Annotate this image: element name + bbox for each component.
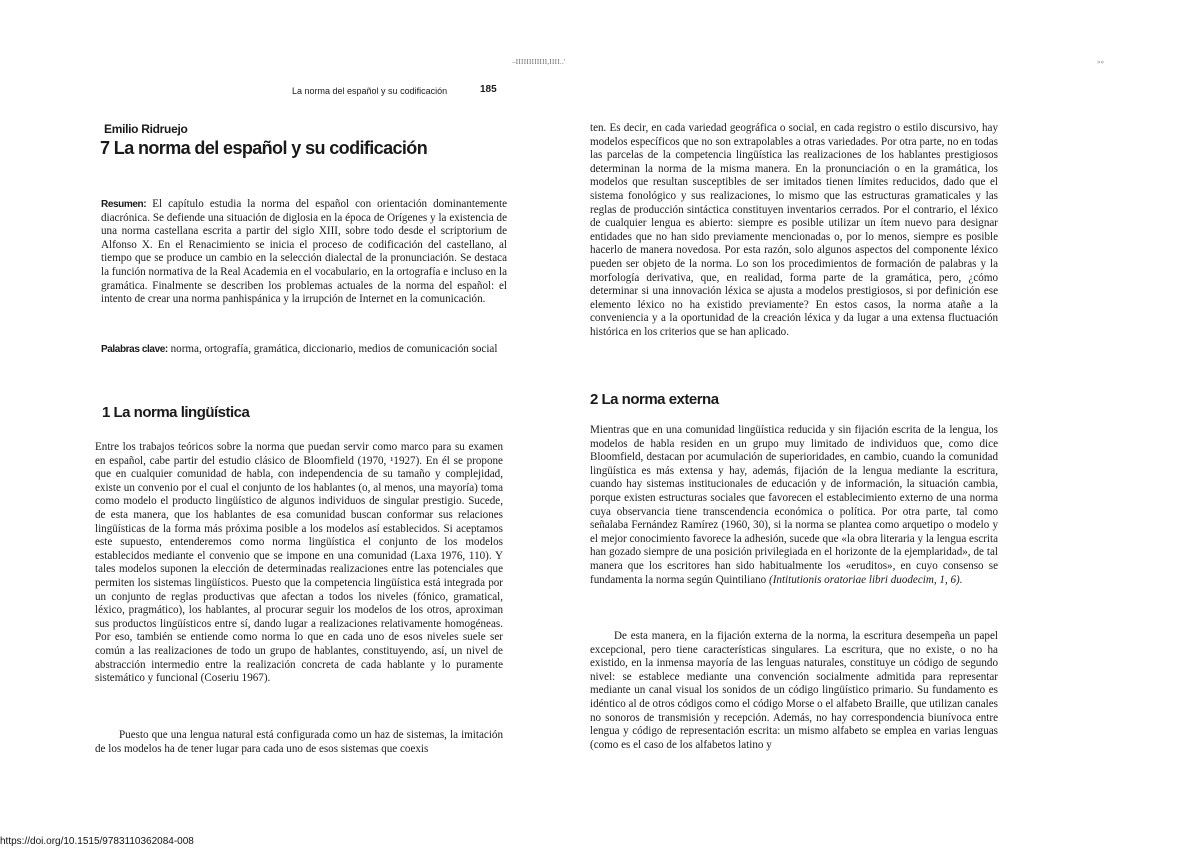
quintiliano-citation: (Intitutionis oratoriae libri duodecim, 1, 6).: [769, 573, 963, 586]
section-heading-norma-externa: 2 La norma externa: [590, 391, 719, 408]
paragraph-haz-de-sistemas: Puesto que una lengua natural está configurada como un haz de sistemas, la imitación de los modelos ha de tener lugar para cada uno de esos sistemas que coexis: [95, 729, 503, 755]
chapter-title: 7 La norma del español y su codificación: [100, 138, 428, 158]
scan-marks-top: –IIIIIIIIIIII,IIII..': [512, 58, 566, 66]
abstract: [101, 198, 507, 307]
abstract-label: Resumen:: [101, 199, 147, 210]
keywords-label: Palabras clave:: [101, 344, 168, 355]
paragraph-norma-externa: [590, 424, 998, 587]
keywords-text: norma, ortografía, gramática, diccionario, medios de comunicación social: [170, 343, 498, 355]
abstract-text: El capítulo estudia la norma del español con orientación dominantemente diacrónica. Se defiende una situación de diglosia en la época de Orígenes y la existencia de una norma castellana escrita a partir del siglo XIII, sobre todo desde el scriptorium de Alfonso X. En el Renacimiento se inicia el proceso de codificación del castellano, al tiempo que se produce un cambio en la selección dialectal de la pronunciación. Se destaca la función normativa de la Real Academia en el vocabulario, en la ortografía e incluso en la gramática. Finalmente se describen los problemas actuales de la norma del español: el intento de crear una norma panhispánica y la irrupción de Internet en la comunicación.: [101, 198, 508, 306]
section-heading-norma-linguistica: 1 La norma lingüística: [102, 404, 250, 421]
paragraph-norma-linguistica: Entre los trabajos teóricos sobre la norma que puedan servir como marco para su examen en español, cabe partir del estudio clásico de Bloomfield (1970, ¹1927). En él se propone que en cualquier comunidad de habla, con independencia de su tamaño y complejidad, existe un convenio por el cual el conjunto de los hablantes (o, al menos, una mayoría) toma como modelo el producto lingüístico de algunos individuos de singular prestigio. Sucede, de esta manera, que los hablantes de esa comunidad buscan conformar sus relaciones lingüísticas de la forma más próxima posible a los modelos así establecidos. Si aceptamos este supuesto, entenderemos como norma lingüística el conjunto de los modelos establecidos mediante el convenio que se impone en una comunidad (Laxa 1976, 110). Y tales modelos suponen la elección de determinadas realizaciones entre las potenciales que permiten los sistemas lingüísticos. Puesto que la competencia lingüística está integrada por un conjunto de reglas productivas que afectan a todos los niveles (fónico, gramatical, léxico, pragmático), los hablantes, al procurar seguir los modelos de los otros, aproximan sus productos lingüísticos entre sí, dando lugar a realizaciones relativamente homogéneas. Por eso, también se entiende como norma lo que en cada uno de esos niveles suele ser común a las realizaciones de todo un grupo de hablantes, constituyendo, así, un nivel de abstracción intermedio entre la realización concreta de cada hablante y lo puramente sistemático y funcional (Coseriu 1967).: [95, 441, 503, 685]
doi-link[interactable]: https://doi.org/10.1515/9783110362084-008: [0, 836, 194, 847]
chapter-author: Emilio Ridruejo: [104, 122, 188, 136]
paragraph-norma-externa-text: Mientras que en una comunidad lingüística reducida y sin fijación escrita de la lengua, los modelos de habla residen en un grupo muy limitado de individuos que, como dice Bloomfield, destacan por acumulación de superioridades, en cambio, cuando la comunidad lingüística es más extensa y hay, además, fijación de la lengua mediante la escritura, cuando hay sistemas institucionales de educación y de información, la situación cambia, porque existen estructuras sociales que favorecen el establecimiento externo de una norma cuya observancia tiene transcendencia económica o política. Por otra parte, tal como señalaba Fernández Ramírez (1960, 30), si la norma se plantea como arquetipo o modelo y el mejor conocimiento favorece la adhesión, sucede que «la obra literaria y la lengua escrita han gozado siempre de una posición privilegiada en el horizonte de la ejemplaridad», de tal manera que los escritores han sido habitualmente los «eruditos», en cuyo consenso se fundamenta la norma según Quintiliano: [590, 424, 998, 586]
scan-marks-corner: »»: [1097, 58, 1104, 66]
keywords: [101, 343, 507, 357]
doi-footer: [0, 836, 194, 847]
paragraph-continuation: ten. Es decir, en cada variedad geográfica o social, en cada registro o estilo discursivo, hay modelos específicos que no son extrapolables a otras variedades. Por otra parte, no en todas las parcelas de la competencia lingüística las realizaciones de los hablantes prestigiosos determinan la norma de la misma manera. En la pronunciación o en la gramática, los modelos que resultan susceptibles de ser imitados tienen límites reducidos, dado que el sistema fonológico y sus realizaciones, lo mismo que las estructuras gramaticales y las reglas de producción sintáctica constituyen inventarios cerrados. Por el contrario, el léxico de cualquier lengua es abierto: siempre es posible utilizar un ítem nuevo para designar entidades que no han sido previamente mencionadas o, por lo menos, siempre es posible hacerlo de manera novedosa. Por esta razón, solo algunos aspectos del componente léxico pueden ser objeto de la norma. Lo son los procedimientos de formación de palabras y la morfología derivativa, que, en realidad, forma parte de la gramática, pero, ¿cómo determinar si una innovación léxica se ajusta a modelos prestigiosos, si por definición ese elemento léxico no ha existido previamente? En estos casos, la norma atañe a la conveniencia y a la oportunidad de la creación léxica y da lugar a una extensa fluctuación histórica en los criterios que se han aplicado.: [590, 122, 998, 338]
page-number: 185: [480, 84, 497, 95]
paragraph-escritura: De esta manera, en la fijación externa de la norma, la escritura desempeña un papel excepcional, pero tiene características singulares. La escritura, que no existe, o no ha existido, en la inmensa mayoría de las lenguas naturales, constituye un código de segundo nivel: se establece mediante una convención socialmente admitida para representar mediante un canal visual los sonidos de un código lingüístico primario. Su fundamento es idéntico al de otros códigos como el código Morse o el alfabeto Braille, que utilizan canales no sonoros de transmisión y recepción. Además, no hay correspondencia biunívoca entre lengua y código de representación escrita: un mismo alfabeto se emplea en varias lenguas (como es el caso de los alfabetos latino y: [590, 630, 998, 751]
running-title: La norma del español y su codificación: [292, 86, 448, 96]
